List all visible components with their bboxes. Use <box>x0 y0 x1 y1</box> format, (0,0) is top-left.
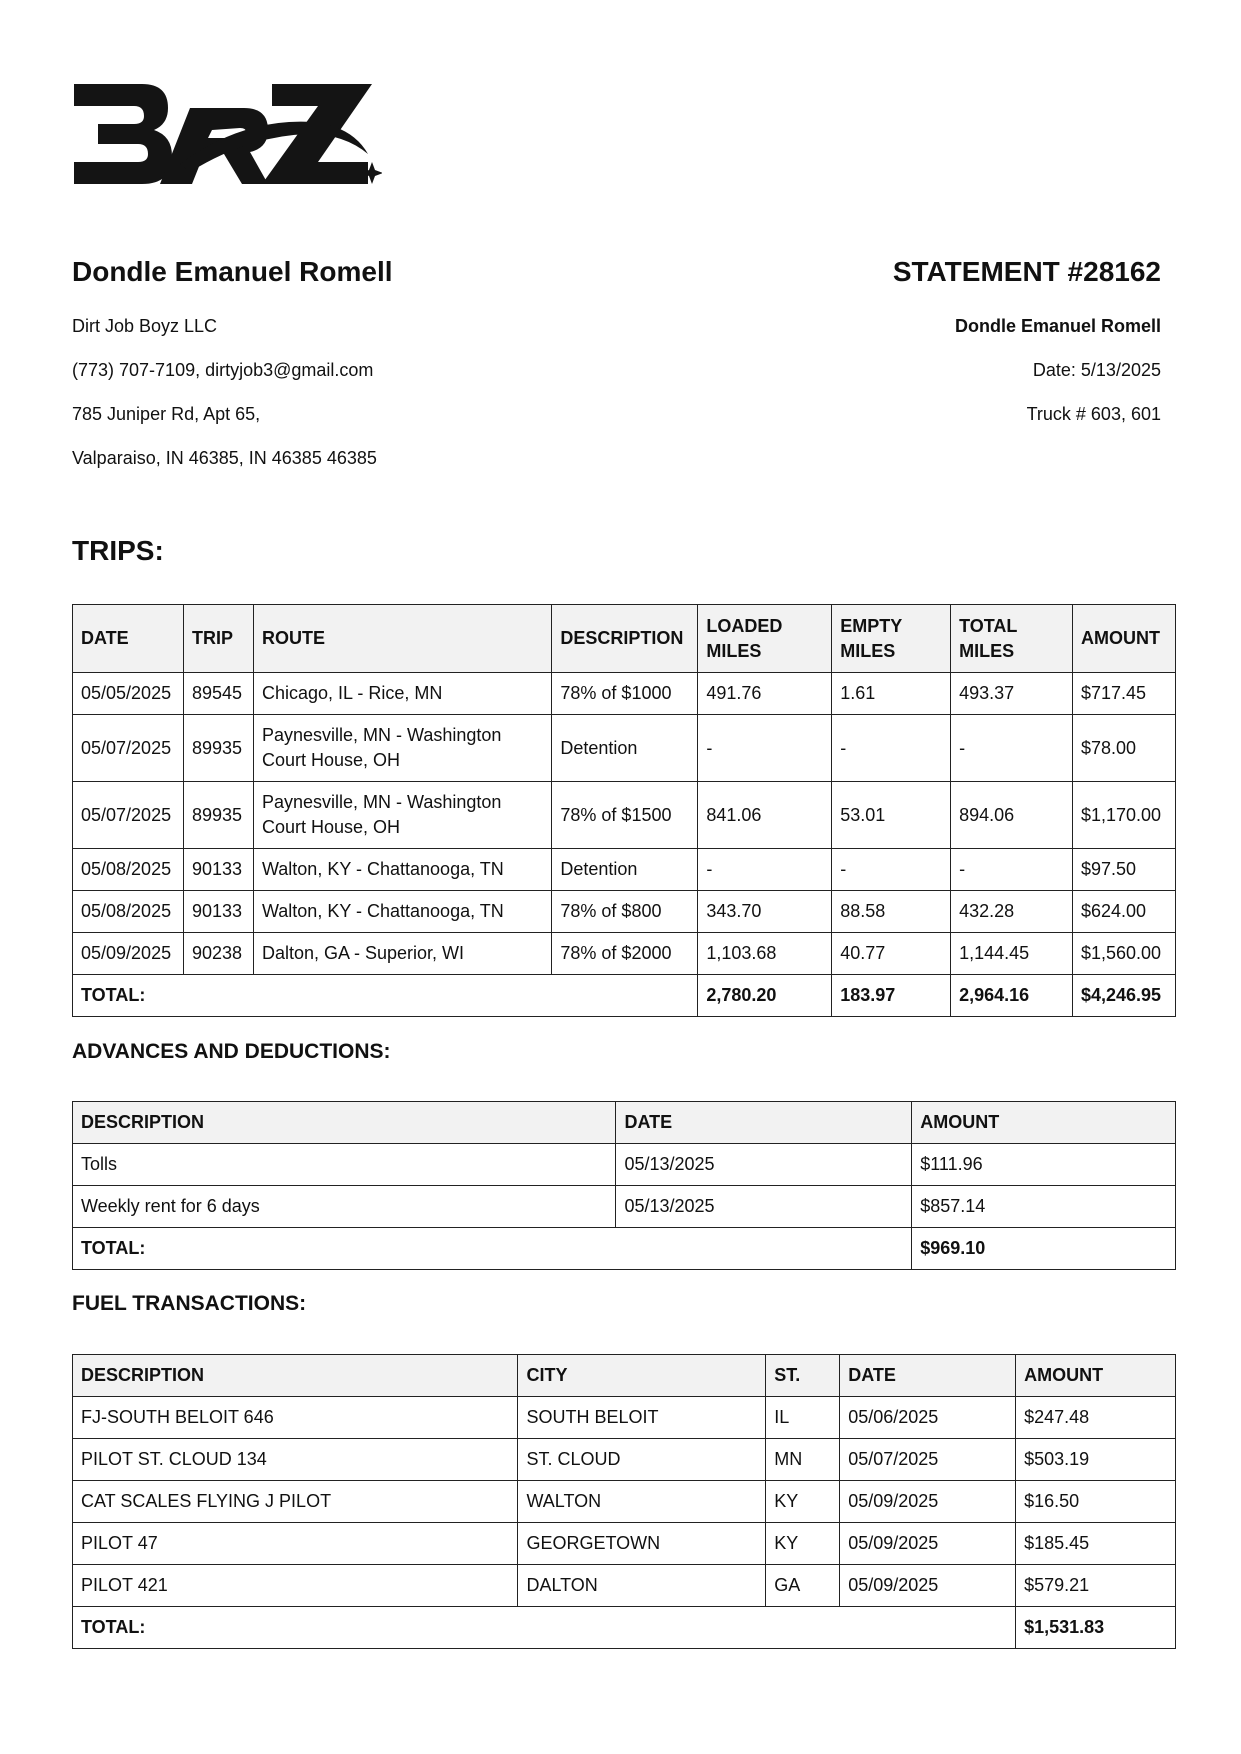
table-cell: 05/07/2025 <box>73 715 184 782</box>
table-cell: $579.21 <box>1016 1565 1176 1607</box>
advances-table <box>72 1101 1176 1270</box>
trips-table <box>72 604 1176 1017</box>
column-header: ST. <box>766 1355 840 1397</box>
table-cell: $111.96 <box>912 1144 1176 1186</box>
column-header: DATE <box>616 1102 912 1144</box>
table-cell: 78% of $800 <box>552 891 698 933</box>
table-cell: 89935 <box>183 782 253 849</box>
table-cell: Paynesville, MN - Washington Court House, OH <box>253 715 551 782</box>
table-cell: - <box>698 849 832 891</box>
table-cell: 1,103.68 <box>698 933 832 975</box>
statement-title: STATEMENT #28162 <box>892 256 1161 287</box>
table-cell: 90133 <box>183 849 253 891</box>
table-cell: KY <box>766 1481 840 1523</box>
table-cell: 05/07/2025 <box>73 782 184 849</box>
table-cell: SOUTH BELOIT <box>518 1397 766 1439</box>
table-cell: 05/05/2025 <box>73 673 184 715</box>
table-cell: 1,144.45 <box>951 933 1073 975</box>
table-cell: PILOT 421 <box>73 1565 518 1607</box>
column-header: CITY <box>518 1355 766 1397</box>
table-cell: Detention <box>552 715 698 782</box>
table-row <box>73 891 1176 933</box>
table-cell: $717.45 <box>1072 673 1175 715</box>
table-cell: $97.50 <box>1072 849 1175 891</box>
table-cell: - <box>832 715 951 782</box>
table-cell: Chicago, IL - Rice, MN <box>253 673 551 715</box>
column-header: AMOUNT <box>1016 1355 1176 1397</box>
table-cell: $185.45 <box>1016 1523 1176 1565</box>
table-cell: 40.77 <box>832 933 951 975</box>
table-row <box>73 715 1176 782</box>
table-cell: 78% of $1500 <box>552 782 698 849</box>
table-cell: 1.61 <box>832 673 951 715</box>
table-cell: 90238 <box>183 933 253 975</box>
table-cell: 05/08/2025 <box>73 849 184 891</box>
table-header-row <box>73 605 1176 673</box>
total-amount: $1,531.83 <box>1016 1607 1176 1649</box>
table-cell: $247.48 <box>1016 1397 1176 1439</box>
table-row <box>73 1439 1176 1481</box>
table-cell: 88.58 <box>832 891 951 933</box>
fuel-table <box>72 1354 1176 1649</box>
table-cell: 78% of $1000 <box>552 673 698 715</box>
column-header: AMOUNT <box>1072 605 1175 673</box>
table-cell: Tolls <box>73 1144 616 1186</box>
table-row <box>73 849 1176 891</box>
table-row <box>73 1481 1176 1523</box>
brz-logo <box>72 78 382 196</box>
table-row <box>73 1186 1176 1228</box>
table-cell: 05/09/2025 <box>73 933 184 975</box>
address-line-2: Valparaiso, IN 46385, IN 46385 46385 <box>72 448 377 468</box>
total-row <box>73 975 1176 1017</box>
table-row <box>73 782 1176 849</box>
table-cell: KY <box>766 1523 840 1565</box>
table-row <box>73 1144 1176 1186</box>
table-cell: 53.01 <box>832 782 951 849</box>
table-cell: Walton, KY - Chattanooga, TN <box>253 891 551 933</box>
table-cell: - <box>951 715 1073 782</box>
column-header: TOTAL MILES <box>951 605 1073 673</box>
table-cell: - <box>832 849 951 891</box>
table-cell: Walton, KY - Chattanooga, TN <box>253 849 551 891</box>
table-cell: ST. CLOUD <box>518 1439 766 1481</box>
table-cell: 05/07/2025 <box>840 1439 1016 1481</box>
column-header: ROUTE <box>253 605 551 673</box>
total-row <box>73 1607 1176 1649</box>
driver-info <box>72 252 632 480</box>
column-header: LOADED MILES <box>698 605 832 673</box>
driver-name: Dondle Emanuel Romell <box>72 256 393 287</box>
table-cell: DALTON <box>518 1565 766 1607</box>
table-cell: 05/06/2025 <box>840 1397 1016 1439</box>
total-empty-miles: 183.97 <box>832 975 951 1017</box>
company-name: Dirt Job Boyz LLC <box>72 316 218 336</box>
column-header: AMOUNT <box>912 1102 1176 1144</box>
total-label: TOTAL: <box>73 1228 912 1270</box>
total-label: TOTAL: <box>73 975 698 1017</box>
advances-heading: ADVANCES AND DEDUCTIONS: <box>72 1040 391 1063</box>
total-amount: $969.10 <box>912 1228 1176 1270</box>
column-header: DESCRIPTION <box>73 1102 616 1144</box>
column-header: EMPTY MILES <box>832 605 951 673</box>
table-cell: PILOT 47 <box>73 1523 518 1565</box>
truck-numbers: Truck # 603, 601 <box>1026 404 1161 424</box>
table-header-row <box>73 1102 1176 1144</box>
table-row <box>73 673 1176 715</box>
table-cell: Dalton, GA - Superior, WI <box>253 933 551 975</box>
total-loaded-miles: 2,780.20 <box>698 975 832 1017</box>
column-header: DATE <box>73 605 184 673</box>
table-header-row <box>73 1355 1176 1397</box>
table-cell: 89545 <box>183 673 253 715</box>
column-header: TRIP <box>183 605 253 673</box>
table-cell: IL <box>766 1397 840 1439</box>
table-cell: MN <box>766 1439 840 1481</box>
table-cell: $503.19 <box>1016 1439 1176 1481</box>
address-line-1: 785 Juniper Rd, Apt 65, <box>72 404 261 424</box>
table-cell: Paynesville, MN - Washington Court House, OH <box>253 782 551 849</box>
total-miles: 2,964.16 <box>951 975 1073 1017</box>
table-row <box>73 1397 1176 1439</box>
table-row <box>73 1565 1176 1607</box>
table-cell: 841.06 <box>698 782 832 849</box>
table-cell: CAT SCALES FLYING J PILOT <box>73 1481 518 1523</box>
table-cell: 432.28 <box>951 891 1073 933</box>
table-cell: $16.50 <box>1016 1481 1176 1523</box>
table-cell: $78.00 <box>1072 715 1175 782</box>
table-cell: WALTON <box>518 1481 766 1523</box>
table-cell: 05/09/2025 <box>840 1481 1016 1523</box>
table-cell: 343.70 <box>698 891 832 933</box>
statement-date: Date: 5/13/2025 <box>1032 360 1161 380</box>
table-cell: 491.76 <box>698 673 832 715</box>
table-cell: FJ-SOUTH BELOIT 646 <box>73 1397 518 1439</box>
table-cell: Weekly rent for 6 days <box>73 1186 616 1228</box>
column-header: DESCRIPTION <box>73 1355 518 1397</box>
table-cell: GA <box>766 1565 840 1607</box>
table-cell: 05/09/2025 <box>840 1565 1016 1607</box>
fuel-heading: FUEL TRANSACTIONS: <box>72 1292 307 1315</box>
trips-heading: TRIPS: <box>72 535 164 566</box>
statement-info <box>601 252 1161 436</box>
column-header: DESCRIPTION <box>552 605 698 673</box>
table-cell: $1,560.00 <box>1072 933 1175 975</box>
table-cell: 89935 <box>183 715 253 782</box>
total-row <box>73 1228 1176 1270</box>
table-cell: $624.00 <box>1072 891 1175 933</box>
table-cell: Detention <box>552 849 698 891</box>
table-cell: GEORGETOWN <box>518 1523 766 1565</box>
table-cell: 05/13/2025 <box>616 1144 912 1186</box>
table-cell: 05/09/2025 <box>840 1523 1016 1565</box>
table-cell: 894.06 <box>951 782 1073 849</box>
total-amount: $4,246.95 <box>1072 975 1175 1017</box>
table-cell: 78% of $2000 <box>552 933 698 975</box>
statement-name: Dondle Emanuel Romell <box>954 316 1161 336</box>
table-cell: 90133 <box>183 891 253 933</box>
table-cell: PILOT ST. CLOUD 134 <box>73 1439 518 1481</box>
table-cell: 493.37 <box>951 673 1073 715</box>
table-cell: - <box>698 715 832 782</box>
total-label: TOTAL: <box>73 1607 1016 1649</box>
table-row <box>73 933 1176 975</box>
table-cell: $857.14 <box>912 1186 1176 1228</box>
table-row <box>73 1523 1176 1565</box>
table-cell: - <box>951 849 1073 891</box>
table-cell: $1,170.00 <box>1072 782 1175 849</box>
column-header: DATE <box>840 1355 1016 1397</box>
contact-info: (773) 707-7109, dirtyjob3@gmail.com <box>72 360 374 380</box>
table-cell: 05/08/2025 <box>73 891 184 933</box>
table-cell: 05/13/2025 <box>616 1186 912 1228</box>
